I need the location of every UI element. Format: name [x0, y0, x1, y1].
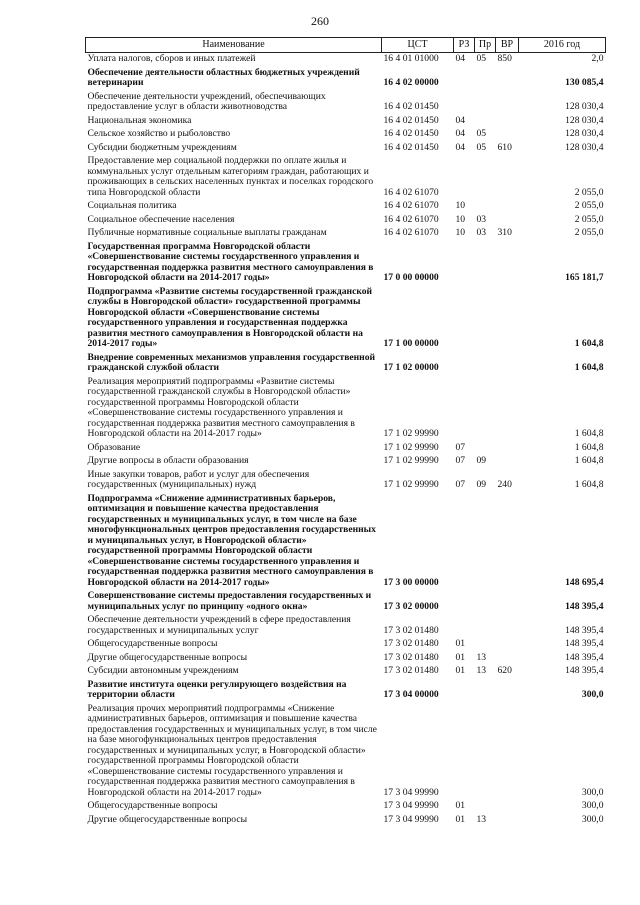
header-cst: ЦСТ [382, 38, 454, 53]
row-amount: 2 055,0 [574, 227, 604, 238]
row-name: Реализация прочих мероприятий подпрограммы «Снижение административных барьеров, оптимизация и повышение качества предоставления государственных и муниципальных услуг, в том числе на базе многофункциональных центров предоставления государственных и муниципальных услуг, в Новгородской области» государственной программы Новгородской области «Совершенствование системы государственного управления и государственная поддержка развития местного самоуправления в Новгородской области на 2014-2017 годы» [87, 702, 377, 798]
row-cst: 16 4 02 00000 [383, 77, 439, 88]
row-amount: 148 395,4 [565, 624, 604, 636]
row-cst: 16 4 02 01450 [383, 141, 439, 153]
table-row [86, 200, 606, 214]
row-cst: 17 1 02 99990 [383, 428, 439, 439]
row-name: Развитие института оценки регулирующего воздействия на территории области [87, 678, 347, 700]
row-amount: 148 395,4 [565, 600, 604, 612]
table-row [86, 67, 606, 91]
row-vr [496, 91, 519, 115]
header-vr: ВР [496, 38, 519, 53]
row-cst: 17 1 00 00000 [383, 338, 439, 349]
row-amount: 300,0 [581, 786, 604, 798]
row-pr: 13 [476, 813, 487, 825]
table-row [86, 142, 606, 156]
row-vr: 850 [497, 53, 512, 64]
row-vr [496, 590, 519, 614]
row-amount: 1 604,8 [574, 455, 604, 466]
row-vr [496, 814, 519, 828]
row-rz: 01 [455, 665, 466, 676]
row-pr [475, 703, 496, 801]
row-rz [454, 91, 475, 115]
row-vr [496, 200, 519, 214]
row-cst: 17 3 02 01480 [383, 651, 439, 663]
table-row [86, 665, 606, 679]
table-row [86, 227, 606, 241]
row-pr: 13 [476, 665, 487, 676]
table-header-row [86, 38, 606, 53]
table-row [86, 679, 606, 703]
row-cst: 17 0 00 00000 [383, 272, 439, 283]
row-rz [454, 614, 475, 638]
row-cst: 17 1 02 99990 [383, 479, 439, 490]
row-cst: 17 3 02 01480 [383, 665, 439, 676]
row-name: Обеспечение деятельности учреждений в сфере предоставления государственных и муниципальных услуг [87, 614, 351, 636]
row-pr [475, 800, 496, 814]
row-pr: 09 [476, 479, 487, 490]
row-amount: 128 030,4 [565, 114, 604, 126]
row-amount: 300,0 [581, 813, 604, 825]
row-rz [454, 67, 475, 91]
table-row [86, 493, 606, 591]
row-pr [475, 115, 496, 129]
row-vr [496, 67, 519, 91]
row-pr [475, 241, 496, 286]
row-name: Национальная экономика [87, 114, 192, 126]
row-cst: 17 3 02 01480 [383, 638, 439, 649]
row-cst: 16 4 02 61070 [383, 186, 439, 198]
row-pr [475, 352, 496, 376]
header-name: Наименование [86, 38, 382, 53]
row-vr [496, 442, 519, 456]
row-rz [454, 155, 475, 200]
row-cst: 17 3 04 99990 [383, 800, 439, 811]
row-name: Внедрение современных механизмов управления государственной гражданской службой области [87, 351, 376, 373]
row-name: Сельское хозяйство и рыболовство [87, 128, 231, 139]
row-amount: 128 030,4 [565, 101, 604, 112]
row-vr [496, 214, 519, 228]
row-pr [475, 493, 496, 591]
row-rz: 04 [455, 53, 466, 64]
row-name: Субсидии бюджетным учреждениям [87, 141, 237, 153]
page-number: 260 [311, 14, 329, 28]
row-pr [475, 442, 496, 456]
table-row [86, 53, 606, 67]
row-rz [454, 703, 475, 801]
row-amount: 130 085,4 [565, 77, 604, 88]
row-rz: 10 [455, 213, 466, 225]
row-rz: 01 [455, 800, 466, 811]
table-row [86, 469, 606, 493]
row-amount: 2,0 [591, 53, 604, 64]
row-cst: 16 4 02 61070 [383, 200, 439, 211]
row-pr [475, 91, 496, 115]
header-pr: Пр [475, 38, 496, 53]
row-name: Совершенствование системы предоставления государственных и муниципальных услуг по принципу «одного окна» [87, 590, 372, 612]
row-name: Другие вопросы в области образования [87, 455, 249, 466]
row-pr [475, 638, 496, 652]
row-pr [475, 155, 496, 200]
row-name: Обеспечение деятельности учреждений, обеспечивающих предоставление услуг в области животноводства [87, 90, 326, 112]
row-vr [496, 128, 519, 142]
table-row [86, 214, 606, 228]
row-vr: 240 [497, 479, 512, 490]
row-name: Подпрограмма «Развитие системы государственной гражданской службы в Новгородской области» государственной программы Новгородской области «Совершенствование системы государственного управления и государственная поддержка развития местного самоуправления в Новгородской области на 2014-2017 годы» [87, 285, 373, 349]
row-rz: 10 [455, 200, 466, 211]
row-cst: 17 3 00 00000 [383, 576, 439, 588]
row-vr [496, 286, 519, 352]
row-rz: 07 [455, 479, 466, 490]
row-vr [496, 679, 519, 703]
row-name: Социальное обеспечение населения [87, 213, 235, 225]
row-vr: 620 [497, 665, 512, 676]
table-row [86, 241, 606, 286]
row-pr [475, 590, 496, 614]
row-rz [454, 590, 475, 614]
row-rz: 01 [455, 651, 466, 663]
row-amount: 300,0 [581, 800, 604, 811]
header-amount: 2016 год [519, 38, 606, 53]
row-rz: 10 [455, 227, 466, 238]
row-pr [475, 614, 496, 638]
row-amount: 2 055,0 [574, 200, 604, 211]
row-pr: 09 [476, 455, 487, 466]
table-row [86, 638, 606, 652]
table-row [86, 703, 606, 801]
row-name: Субсидии автономным учреждениям [87, 665, 239, 676]
row-rz: 01 [455, 638, 466, 649]
row-cst: 17 3 04 99990 [383, 813, 439, 825]
row-amount: 2 055,0 [574, 213, 604, 225]
row-cst: 17 1 02 99990 [383, 441, 439, 453]
row-name: Публичные нормативные социальные выплаты гражданам [87, 227, 327, 238]
row-name: Социальная политика [87, 200, 177, 211]
table-row [86, 155, 606, 200]
row-name: Реализация мероприятий подпрограммы «Развитие системы государственной гражданской службы в Новгородской области» государственной программы Новгородской области «Совершенствование системы государственного управления и государственная поддержка развития местного самоуправления в Новгородской области на 2014-2017 годы» [87, 375, 355, 439]
header-rz: РЗ [454, 38, 475, 53]
row-name: Общегосударственные вопросы [87, 800, 218, 811]
row-name: Образование [87, 441, 141, 453]
row-rz: 04 [455, 114, 466, 126]
row-pr: 03 [476, 227, 487, 238]
row-vr [496, 155, 519, 200]
row-cst: 16 4 02 61070 [383, 227, 439, 238]
row-pr: 05 [476, 128, 487, 139]
row-amount: 300,0 [581, 689, 604, 700]
table-row [86, 652, 606, 666]
row-amount: 128 030,4 [565, 128, 604, 139]
row-name: Другие общегосударственные вопросы [87, 651, 248, 663]
row-cst: 17 3 02 01480 [383, 624, 439, 636]
row-name: Другие общегосударственные вопросы [87, 813, 248, 825]
budget-table [85, 37, 606, 827]
row-pr: 03 [476, 213, 487, 225]
row-pr: 13 [476, 651, 487, 663]
table-row [86, 286, 606, 352]
row-vr [496, 115, 519, 129]
row-rz: 04 [455, 128, 466, 139]
row-amount: 1 604,8 [574, 362, 604, 373]
row-cst: 17 3 04 99990 [383, 786, 439, 798]
row-cst: 16 4 02 61070 [383, 213, 439, 225]
row-name: Иные закупки товаров, работ и услуг для обеспечения государственных (муниципальных) нужд [87, 468, 310, 490]
table-row [86, 115, 606, 129]
row-amount: 128 030,4 [565, 141, 604, 153]
row-name: Обеспечение деятельности областных бюджетных учреждений ветеринарии [87, 66, 360, 88]
row-name: Предоставление мер социальной поддержки по оплате жилья и коммунальных услуг отдельным категориям граждан, работающих и проживающих в сельских населенных пунктах и поселках городского типа Новгородской области [87, 155, 374, 198]
row-name: Общегосударственные вопросы [87, 638, 218, 649]
row-vr [496, 241, 519, 286]
row-name: Государственная программа Новгородской области «Совершенствование системы государственного управления и государственная поддержка развития местного самоуправления в Новгородской области на 2014-2017 годы» [87, 240, 374, 283]
table-row [86, 800, 606, 814]
row-vr [496, 638, 519, 652]
row-rz: 07 [455, 455, 466, 466]
table-row [86, 376, 606, 442]
row-rz [454, 286, 475, 352]
row-pr: 05 [476, 53, 487, 64]
row-rz [454, 493, 475, 591]
row-vr: 610 [497, 141, 512, 153]
row-cst: 16 4 02 01450 [383, 114, 439, 126]
row-vr [496, 352, 519, 376]
row-pr [475, 286, 496, 352]
row-amount: 1 604,8 [574, 441, 604, 453]
row-vr [496, 614, 519, 638]
table-row [86, 128, 606, 142]
row-cst: 17 1 02 99990 [383, 455, 439, 466]
row-cst: 16 4 02 01450 [383, 128, 439, 139]
row-name: Уплата налогов, сборов и иных платежей [87, 53, 256, 64]
row-cst: 17 1 02 00000 [383, 362, 439, 373]
row-rz [454, 376, 475, 442]
row-vr [496, 800, 519, 814]
row-cst: 16 4 02 01450 [383, 101, 439, 112]
row-amount: 148 395,4 [565, 651, 604, 663]
table-row [86, 590, 606, 614]
row-amount: 165 181,7 [565, 272, 604, 283]
row-pr: 05 [476, 141, 487, 153]
row-cst: 17 3 02 00000 [383, 600, 439, 612]
row-vr: 310 [497, 227, 512, 238]
row-pr [475, 376, 496, 442]
row-amount: 1 604,8 [574, 338, 604, 349]
row-rz: 01 [455, 813, 466, 825]
row-vr [496, 455, 519, 469]
row-rz: 04 [455, 141, 466, 153]
row-pr [475, 679, 496, 703]
row-name: Подпрограмма «Снижение административных барьеров, оптимизация и повышение качества предоставления государственных и муниципальных услуг, в том числе на базе многофункциональных центров предоставления государственных и муниципальных услуг, в Новгородской области» государственной программы Новгородской области «Совершенствование системы государственного управления и государственная поддержка развития местного самоуправления в Новгородской области на 2014-2017 годы» [87, 492, 376, 588]
row-amount: 1 604,8 [574, 428, 604, 439]
table-row [86, 352, 606, 376]
table-row [86, 614, 606, 638]
table-row [86, 442, 606, 456]
row-cst: 16 4 01 01000 [383, 53, 439, 64]
row-vr [496, 652, 519, 666]
row-amount: 1 604,8 [574, 479, 604, 490]
row-rz: 07 [455, 441, 466, 453]
row-pr [475, 67, 496, 91]
row-rz [454, 352, 475, 376]
table-row [86, 91, 606, 115]
row-amount: 148 695,4 [565, 576, 604, 588]
row-vr [496, 376, 519, 442]
row-vr [496, 493, 519, 591]
row-amount: 2 055,0 [574, 186, 604, 198]
row-rz [454, 241, 475, 286]
row-vr [496, 703, 519, 801]
row-pr [475, 200, 496, 214]
table-row [86, 455, 606, 469]
table-row [86, 814, 606, 828]
row-cst: 17 3 04 00000 [383, 689, 439, 700]
row-rz [454, 679, 475, 703]
row-amount: 148 395,4 [565, 665, 604, 676]
row-amount: 148 395,4 [565, 638, 604, 649]
